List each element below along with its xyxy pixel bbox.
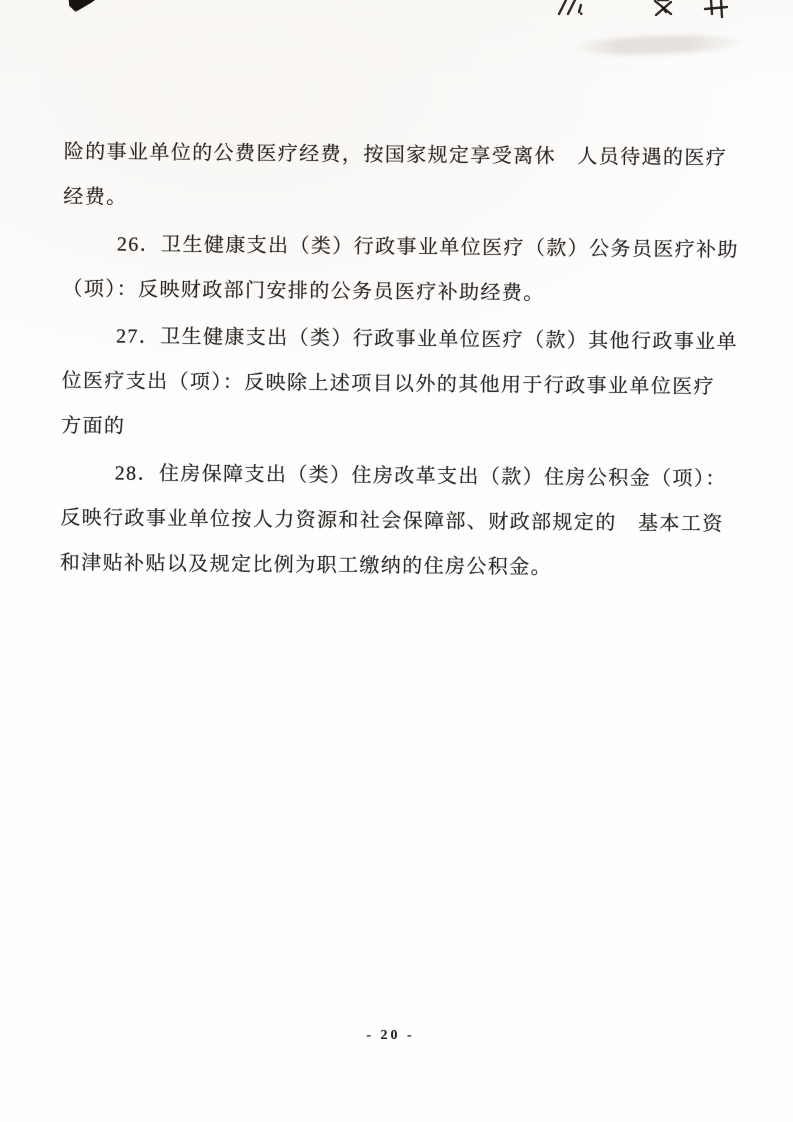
text-line: （项）：反映财政部门安排的公务员医疗补助经费。 — [62, 277, 545, 305]
paragraph-item-26 — [62, 222, 739, 318]
text-line: 27．卫生健康支出（类）行政事业单位医疗（款）其他行政事业单 — [115, 325, 739, 354]
text-line: 和津贴补贴以及规定比例为职工缴纳的住房公积金。 — [59, 551, 553, 579]
cutoff-handwriting-marks-icon — [535, 0, 745, 26]
text-line: 位医疗支出（项）：反映除上述项目以外的其他用于行政事业单位医疗 — [61, 369, 716, 399]
paragraph-item-27 — [61, 314, 738, 455]
page-number: - 20 - — [366, 1028, 415, 1043]
paragraph-item-28 — [60, 451, 737, 592]
document-body — [60, 130, 740, 594]
text-line: 经费。 — [63, 185, 128, 209]
scan-corner-artifact — [66, 0, 98, 12]
text-line: 26．卫生健康支出（类）行政事业单位医疗（款）公务员医疗补助 — [116, 233, 739, 262]
scan-smudge — [572, 33, 743, 58]
text-line: 方面的 — [61, 414, 126, 438]
text-line: 险的事业单位的公费医疗经费，按国家规定享受离休 人员待遇的医疗 — [63, 140, 728, 170]
paragraph-continuation — [63, 130, 740, 226]
text-line: 反映行政事业单位按人力资源和社会保障部、财政部规定的 基本工资 — [60, 506, 724, 536]
text-line: 28．住房保障支出（类）住房改革支出（款）住房公积金（项）： — [114, 462, 727, 491]
